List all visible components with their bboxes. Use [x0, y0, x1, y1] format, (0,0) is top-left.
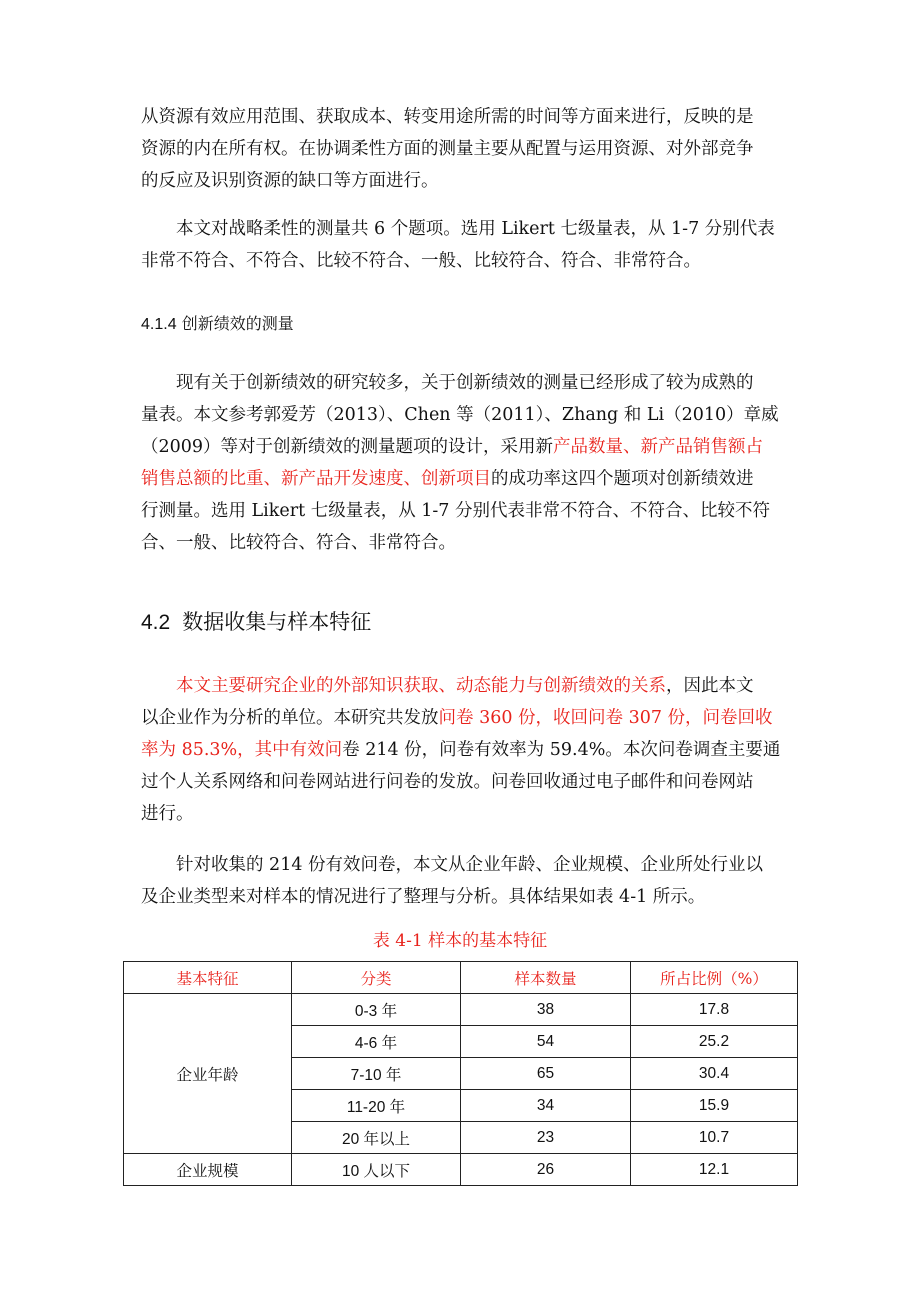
text-segment: 以企业作为分析的单位。本研究共发放 [141, 708, 439, 728]
ratio-cell: 12.1 [631, 1154, 798, 1186]
table-caption: 表 4-1 样本的基本特征 [372, 931, 548, 951]
text-line: 量表。本文参考郭爱芳（2013）、Chen 等（2011）、Zhang 和 Li（2010）章威 [141, 405, 779, 425]
column-header: 所占比例（%） [631, 962, 798, 994]
text-line: 现有关于创新绩效的研究较多，关于创新绩效的测量已经形成了较为成熟的 [176, 373, 754, 393]
text-segment: （2009）等对于创新绩效的测量题项的设计，采用新 [141, 437, 554, 457]
group-label-enterprise-size: 企业规模 [124, 1154, 292, 1186]
text-line: 及企业类型来对样本的情况进行了整理与分析。具体结果如表 4-1 所示。 [141, 887, 706, 907]
table-row [124, 1154, 798, 1186]
text-line [141, 702, 786, 734]
count-cell: 65 [461, 1058, 631, 1090]
highlighted-text: 产品数量、新产品销售额占 [553, 437, 764, 457]
text-line: 本文对战略柔性的测量共 6 个题项。选用 Likert 七级量表，从 1-7 分别代表 [176, 219, 775, 239]
highlighted-text: 销售总额的比重、新产品开发速度、创新项目 [141, 469, 491, 489]
section-number: 4.2 [141, 611, 171, 634]
category-cell: 11-20 年 [292, 1090, 461, 1122]
group-label-enterprise-age: 企业年龄 [124, 994, 292, 1154]
paragraph-data-collection [141, 670, 786, 830]
count-cell: 26 [461, 1154, 631, 1186]
ratio-cell: 25.2 [631, 1026, 798, 1058]
highlighted-text: 率为 85.3%，其中有效问 [141, 740, 343, 760]
count-cell: 34 [461, 1090, 631, 1122]
section-number: 4.1.4 [141, 316, 177, 333]
text-segment: 的成功率这四个题项对创新绩效进 [491, 469, 754, 489]
text-line [141, 431, 786, 463]
column-header: 样本数量 [461, 962, 631, 994]
text-line: 过个人关系网络和问卷网站进行问卷的发放。问卷回收通过电子邮件和问卷网站 [141, 772, 754, 792]
section-heading-4-1-4 [141, 311, 294, 334]
section-title: 创新绩效的测量 [181, 314, 294, 333]
column-header: 分类 [292, 962, 461, 994]
text-line [141, 734, 786, 766]
text-line: 合、一般、比较符合、符合、非常符合。 [141, 533, 456, 553]
text-line: 进行。 [141, 804, 194, 824]
category-cell: 7-10 年 [292, 1058, 461, 1090]
highlighted-text: 本文主要研究企业的外部知识获取、动态能力与创新绩效的关系 [176, 676, 666, 696]
paragraph-innovation-performance [141, 367, 786, 559]
paragraph-sample-analysis [141, 849, 786, 913]
section-title: 数据收集与样本特征 [182, 610, 372, 634]
category-cell: 10 人以下 [292, 1154, 461, 1186]
text-line: 行测量。选用 Likert 七级量表，从 1-7 分别代表非常不符合、不符合、比较不符 [141, 501, 771, 521]
text-segment: 卷 214 份，问卷有效率为 59.4%。本次问卷调查主要通 [342, 740, 781, 760]
count-cell: 38 [461, 994, 631, 1026]
text-line [141, 463, 786, 495]
text-line: 的反应及识别资源的缺口等方面进行。 [141, 171, 439, 191]
paragraph-resource-flexibility [141, 101, 786, 197]
category-cell: 4-6 年 [292, 1026, 461, 1058]
sample-characteristics-table [123, 961, 798, 1186]
table-row [124, 994, 798, 1026]
paragraph-strategic-flexibility-measure [141, 213, 786, 277]
text-line: 资源的内在所有权。在协调柔性方面的测量主要从配置与运用资源、对外部竞争 [141, 139, 754, 159]
ratio-cell: 30.4 [631, 1058, 798, 1090]
section-heading-4-2 [141, 606, 371, 636]
category-cell: 20 年以上 [292, 1122, 461, 1154]
count-cell: 23 [461, 1122, 631, 1154]
count-cell: 54 [461, 1026, 631, 1058]
text-line: 从资源有效应用范围、获取成本、转变用途所需的时间等方面来进行，反映的是 [141, 107, 754, 127]
text-line: 非常不符合、不符合、比较不符合、一般、比较符合、符合、非常符合。 [141, 251, 701, 271]
ratio-cell: 15.9 [631, 1090, 798, 1122]
text-line [141, 670, 786, 702]
ratio-cell: 10.7 [631, 1122, 798, 1154]
text-line: 针对收集的 214 份有效问卷，本文从企业年龄、企业规模、企业所处行业以 [176, 855, 764, 875]
category-cell: 0-3 年 [292, 994, 461, 1026]
ratio-cell: 17.8 [631, 994, 798, 1026]
table-header-row [124, 962, 798, 994]
text-segment: ，因此本文 [666, 676, 754, 696]
column-header: 基本特征 [124, 962, 292, 994]
highlighted-text: 问卷 360 份，收回问卷 307 份，问卷回收 [438, 708, 773, 728]
